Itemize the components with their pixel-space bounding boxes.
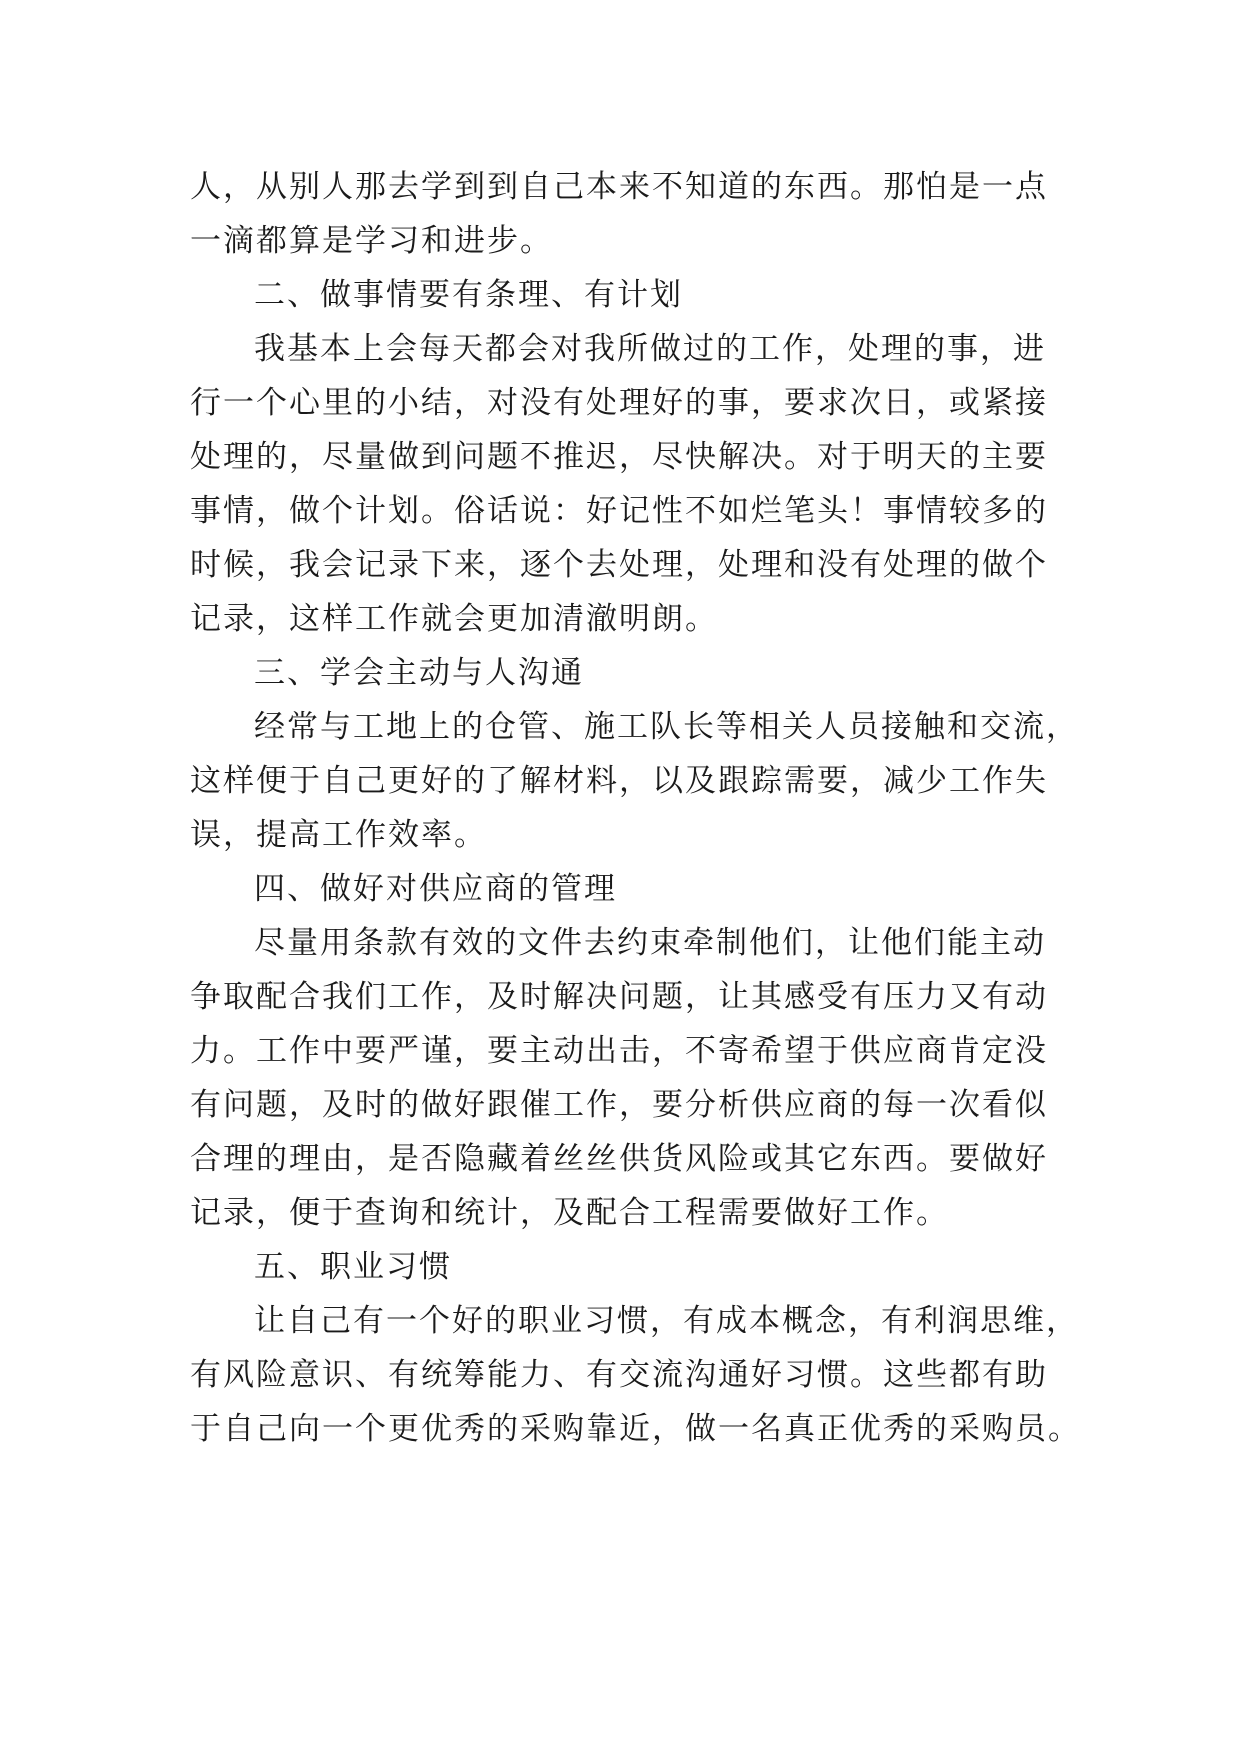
text-line: 力。工作中要严谨，要主动出击，不寄希望于供应商肯定没 <box>190 1033 1048 1069</box>
text-line: 处理的，尽量做到问题不推迟，尽快解决。对于明天的主要 <box>190 439 1048 475</box>
text-line: 争取配合我们工作，及时解决问题，让其感受有压力又有动 <box>190 979 1048 1015</box>
paragraph-first-line: 经常与工地上的仓管、施工队长等相关人员接触和交流， <box>254 709 1079 745</box>
paragraph-first-line: 二、做事情要有条理、有计划 <box>254 277 683 313</box>
text-line: 人，从别人那去学到到自己本来不知道的东西。那怕是一点 <box>190 169 1048 205</box>
text-line: 合理的理由，是否隐藏着丝丝供货风险或其它东西。要做好 <box>190 1141 1048 1177</box>
text-line: 误，提高工作效率。 <box>190 817 487 853</box>
paragraph-first-line: 让自己有一个好的职业习惯，有成本概念，有利润思维， <box>254 1303 1079 1339</box>
text-line: 这样便于自己更好的了解材料，以及跟踪需要，减少工作失 <box>190 763 1048 799</box>
paragraph-first-line: 五、职业习惯 <box>254 1249 452 1285</box>
text-line: 记录，便于查询和统计，及配合工程需要做好工作。 <box>190 1195 949 1231</box>
paragraph-first-line: 四、做好对供应商的管理 <box>254 871 617 907</box>
paragraph-first-line: 三、学会主动与人沟通 <box>254 655 584 691</box>
text-line: 时候，我会记录下来，逐个去处理，处理和没有处理的做个 <box>190 547 1048 583</box>
text-line: 有风险意识、有统筹能力、有交流沟通好习惯。这些都有助 <box>190 1357 1048 1393</box>
text-line: 一滴都算是学习和进步。 <box>190 223 553 259</box>
text-line: 记录，这样工作就会更加清澈明朗。 <box>190 601 718 637</box>
text-line: 有问题，及时的做好跟催工作，要分析供应商的每一次看似 <box>190 1087 1048 1123</box>
text-line: 行一个心里的小结，对没有处理好的事，要求次日，或紧接 <box>190 385 1048 421</box>
paragraph-first-line: 我基本上会每天都会对我所做过的工作，处理的事，进 <box>254 331 1046 367</box>
text-line: 于自己向一个更优秀的采购靠近，做一名真正优秀的采购员。 <box>190 1411 1081 1447</box>
paragraph-first-line: 尽量用条款有效的文件去约束牵制他们，让他们能主动 <box>254 925 1046 961</box>
text-line: 事情，做个计划。俗话说：好记性不如烂笔头！事情较多的 <box>190 493 1048 529</box>
document-page <box>190 160 1081 1456</box>
